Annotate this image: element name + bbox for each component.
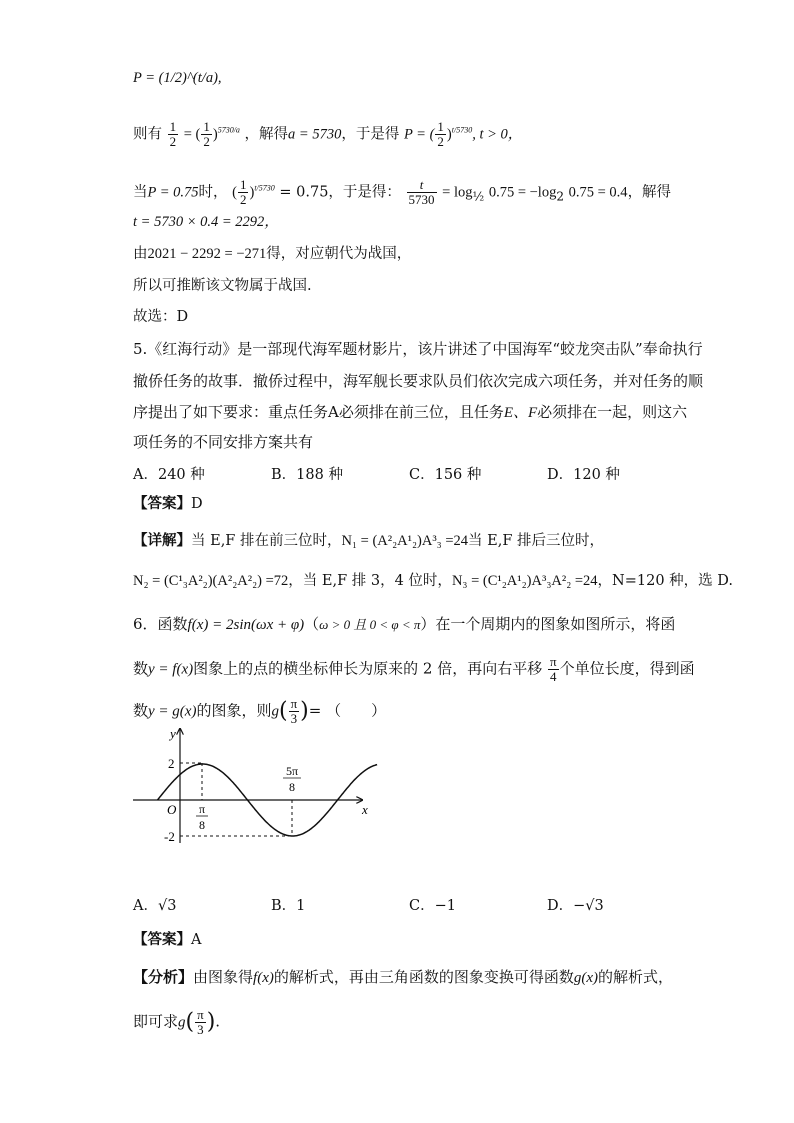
detail-1c: 当 E,F 排后三位时， bbox=[468, 533, 605, 549]
x2-num: 5π bbox=[285, 764, 299, 778]
analysis-1a: 由图象得 bbox=[193, 968, 254, 986]
year-prefix: 由 bbox=[133, 246, 148, 262]
p-definition-text: P = (1/2)^(t/a), bbox=[133, 70, 222, 86]
x1-den: 8 bbox=[199, 818, 205, 832]
x-label: x bbox=[362, 802, 368, 817]
half-fraction: $\frac{1}{2}$ bbox=[169, 119, 177, 149]
ymin-label: -2 bbox=[164, 829, 175, 844]
p075-prefix: 当 bbox=[133, 184, 148, 201]
q6-option-b: B．1 bbox=[271, 898, 306, 914]
t-result: t = 5730 × 0.4 = 2292， bbox=[133, 214, 279, 230]
detail-1a: 当 E,F 排在前三位时， bbox=[191, 533, 342, 549]
sine-graph bbox=[130, 725, 380, 850]
log-part-1: = log bbox=[442, 184, 473, 201]
q6-answer-value: A bbox=[191, 932, 202, 948]
q6-1c: （ bbox=[304, 615, 320, 633]
q6-3e: = （ ） bbox=[308, 701, 387, 720]
q6-analysis-2: 即可求g( $\frac{\pi}{3}$ ). bbox=[133, 1007, 221, 1037]
pi-over-3: $\frac{\pi}{3}$ bbox=[290, 696, 298, 726]
p075-mid: 时， bbox=[198, 184, 228, 201]
q6-3b: y = g(x) bbox=[148, 703, 197, 720]
year-equation: 2021 − 2292 = −271 bbox=[147, 246, 267, 262]
q6-option-d: D．−√3 bbox=[547, 898, 604, 914]
q6-answer bbox=[133, 930, 201, 950]
log-part-2: 0.75 = −log bbox=[488, 184, 557, 201]
q6-option-a: A．√3 bbox=[133, 898, 177, 914]
q6-answer-tag: 【答案】 bbox=[133, 932, 191, 948]
year-line bbox=[133, 244, 411, 264]
q6-line-1 bbox=[133, 614, 675, 635]
q6-2c: 图象上的点的横坐标伸长为原来的 2 倍，再向右平移 bbox=[193, 659, 543, 678]
solve-a-line: 则有 $\frac{1}{2}$ = ( $\frac{1}{2}$ )$^{5730/a}$ ，解得a = 5730，于是得 P = ( $\frac{1}{2}$ )$^{t/5730}$, t > 0， bbox=[133, 119, 523, 149]
analysis-1c: 的解析式，再由三角函数的图象变换可得函数 bbox=[273, 968, 574, 986]
q5-line-3c: 必须排在一起，则这六 bbox=[537, 403, 688, 421]
q5-option-b: B．188 种 bbox=[271, 467, 343, 483]
x2-den: 8 bbox=[289, 780, 295, 794]
analysis-1e: 的解析式， bbox=[598, 968, 674, 986]
q6-function: f(x) = 2sin(ωx + φ) bbox=[187, 617, 305, 633]
solve-a-mid: ，解得 bbox=[244, 126, 289, 143]
x1-num: π bbox=[198, 802, 206, 816]
q5-line-2: 撤侨任务的故事．撤侨过程中，海军舰长要求队员们依次完成六项任务，并对任务的顺 bbox=[133, 372, 704, 390]
q5-line-3a: 序提出了如下要求：重点任务A必须排在前三位，且任务 bbox=[133, 403, 504, 421]
half-fraction-3: $\frac{1}{2}$ bbox=[437, 119, 444, 149]
p075-line: 当P = 0.75时， ( $\frac{1}{2}$ )$^{t/5730}$ = 0.75，于是得： $\frac{t}{5730}$ = $\log_{\frac{1}{2}} 0.75 = -\log_2$ 0.75 = 0.4，解得 bbox=[133, 177, 672, 207]
analysis-2a: 即可求 bbox=[133, 1012, 179, 1031]
ymax-label: 2 bbox=[168, 756, 175, 771]
solve-a-tail: , t > 0， bbox=[472, 126, 523, 143]
conclusion: 所以可推断该文物属于战国. bbox=[133, 278, 312, 294]
q5-detail-1 bbox=[133, 531, 604, 551]
q6-line-2 bbox=[133, 655, 695, 684]
q6-2d: 个单位长度，得到函 bbox=[559, 659, 695, 678]
analysis-gx: g(x) bbox=[573, 970, 599, 986]
q5-line-3 bbox=[133, 402, 687, 423]
q5-detail-2 bbox=[133, 571, 733, 591]
a-value: a = 5730 bbox=[288, 126, 342, 143]
q6-3a: 数 bbox=[133, 701, 149, 720]
q5-option-a: A．240 种 bbox=[133, 467, 205, 483]
q6-2b: y = f(x) bbox=[148, 661, 194, 678]
analysis-2c: . bbox=[215, 1012, 221, 1031]
q6-2a: 数 bbox=[133, 659, 149, 678]
q6-1e: ）在一个周期内的图象如图所示，将函 bbox=[420, 615, 676, 633]
analysis-pi-over-3: $\frac{\pi}{3}$ bbox=[197, 1007, 204, 1037]
y-label: y bbox=[170, 726, 176, 741]
choose-line: 故选：D bbox=[133, 309, 189, 325]
half-fraction-4: $\frac{1}{2}$ bbox=[239, 177, 247, 207]
p-definition bbox=[133, 68, 222, 88]
q5-ef: E、F bbox=[503, 405, 538, 421]
q6-3c: 的图象，则 bbox=[196, 701, 272, 720]
answer-tag: 【答案】 bbox=[133, 496, 191, 512]
q5-option-c: C．156 种 bbox=[409, 467, 482, 483]
q6-line-3: 数y = g(x)的图象，则g( $\frac{\pi}{3}$ )= （ ） bbox=[133, 696, 387, 726]
half-fraction-2: $\frac{1}{2}$ bbox=[203, 119, 210, 149]
q5-line-1: 5.《红海行动》是一部现代海军题材影片，该片讲述了中国海军“蛟龙突击队”奉命执行 bbox=[133, 340, 703, 358]
log-part-3: 0.75 = 0.4 bbox=[568, 184, 628, 201]
p075-condition: P = 0.75 bbox=[147, 184, 199, 201]
solve-a-post: ，于是得 bbox=[341, 126, 400, 143]
detail-2d: ，N=120 种，选 D. bbox=[597, 573, 733, 589]
analysis-g: g bbox=[178, 1014, 186, 1031]
q6-option-c: C．−1 bbox=[409, 898, 456, 914]
q6-1a: 6．函数 bbox=[133, 615, 188, 633]
analysis-fx: f(x) bbox=[253, 970, 274, 986]
p075-post: ，解得 bbox=[627, 184, 672, 201]
q6-g: g bbox=[271, 703, 279, 720]
q6-analysis-1 bbox=[133, 967, 673, 988]
origin-label: O bbox=[167, 802, 177, 817]
detail-2b: ，当 E,F 排 3，4 位时， bbox=[288, 573, 452, 589]
t-over-5730: $\frac{t}{5730}$ bbox=[408, 177, 435, 207]
answer-value: D bbox=[191, 496, 203, 512]
p075-equation: = 0.75，于是得： bbox=[279, 184, 401, 201]
detail-tag: 【详解】 bbox=[133, 533, 191, 549]
q6-condition: ω > 0 且 0 < φ < π bbox=[319, 617, 421, 632]
q5-line-4: 项任务的不同安排方案共有 bbox=[133, 433, 314, 451]
q5-answer bbox=[133, 494, 203, 514]
analysis-tag: 【分析】 bbox=[133, 968, 194, 986]
detail-2a: N₂ = (C¹₃A²₂)(A²₂A²₂) =72 bbox=[133, 573, 289, 589]
detail-1b: N₁ = (A²₂A¹₂)A³₃ =24 bbox=[341, 533, 469, 549]
q5-option-d: D．120 种 bbox=[547, 467, 620, 483]
solve-a-prefix: 则有 bbox=[133, 126, 162, 143]
pi-over-4: $\frac{\pi}{4}$ bbox=[550, 654, 557, 684]
detail-2c: N₃ = (C¹₂A¹₂)A³₃A²₂ =24 bbox=[451, 573, 598, 589]
year-post: 得，对应朝代为战国， bbox=[266, 246, 412, 262]
